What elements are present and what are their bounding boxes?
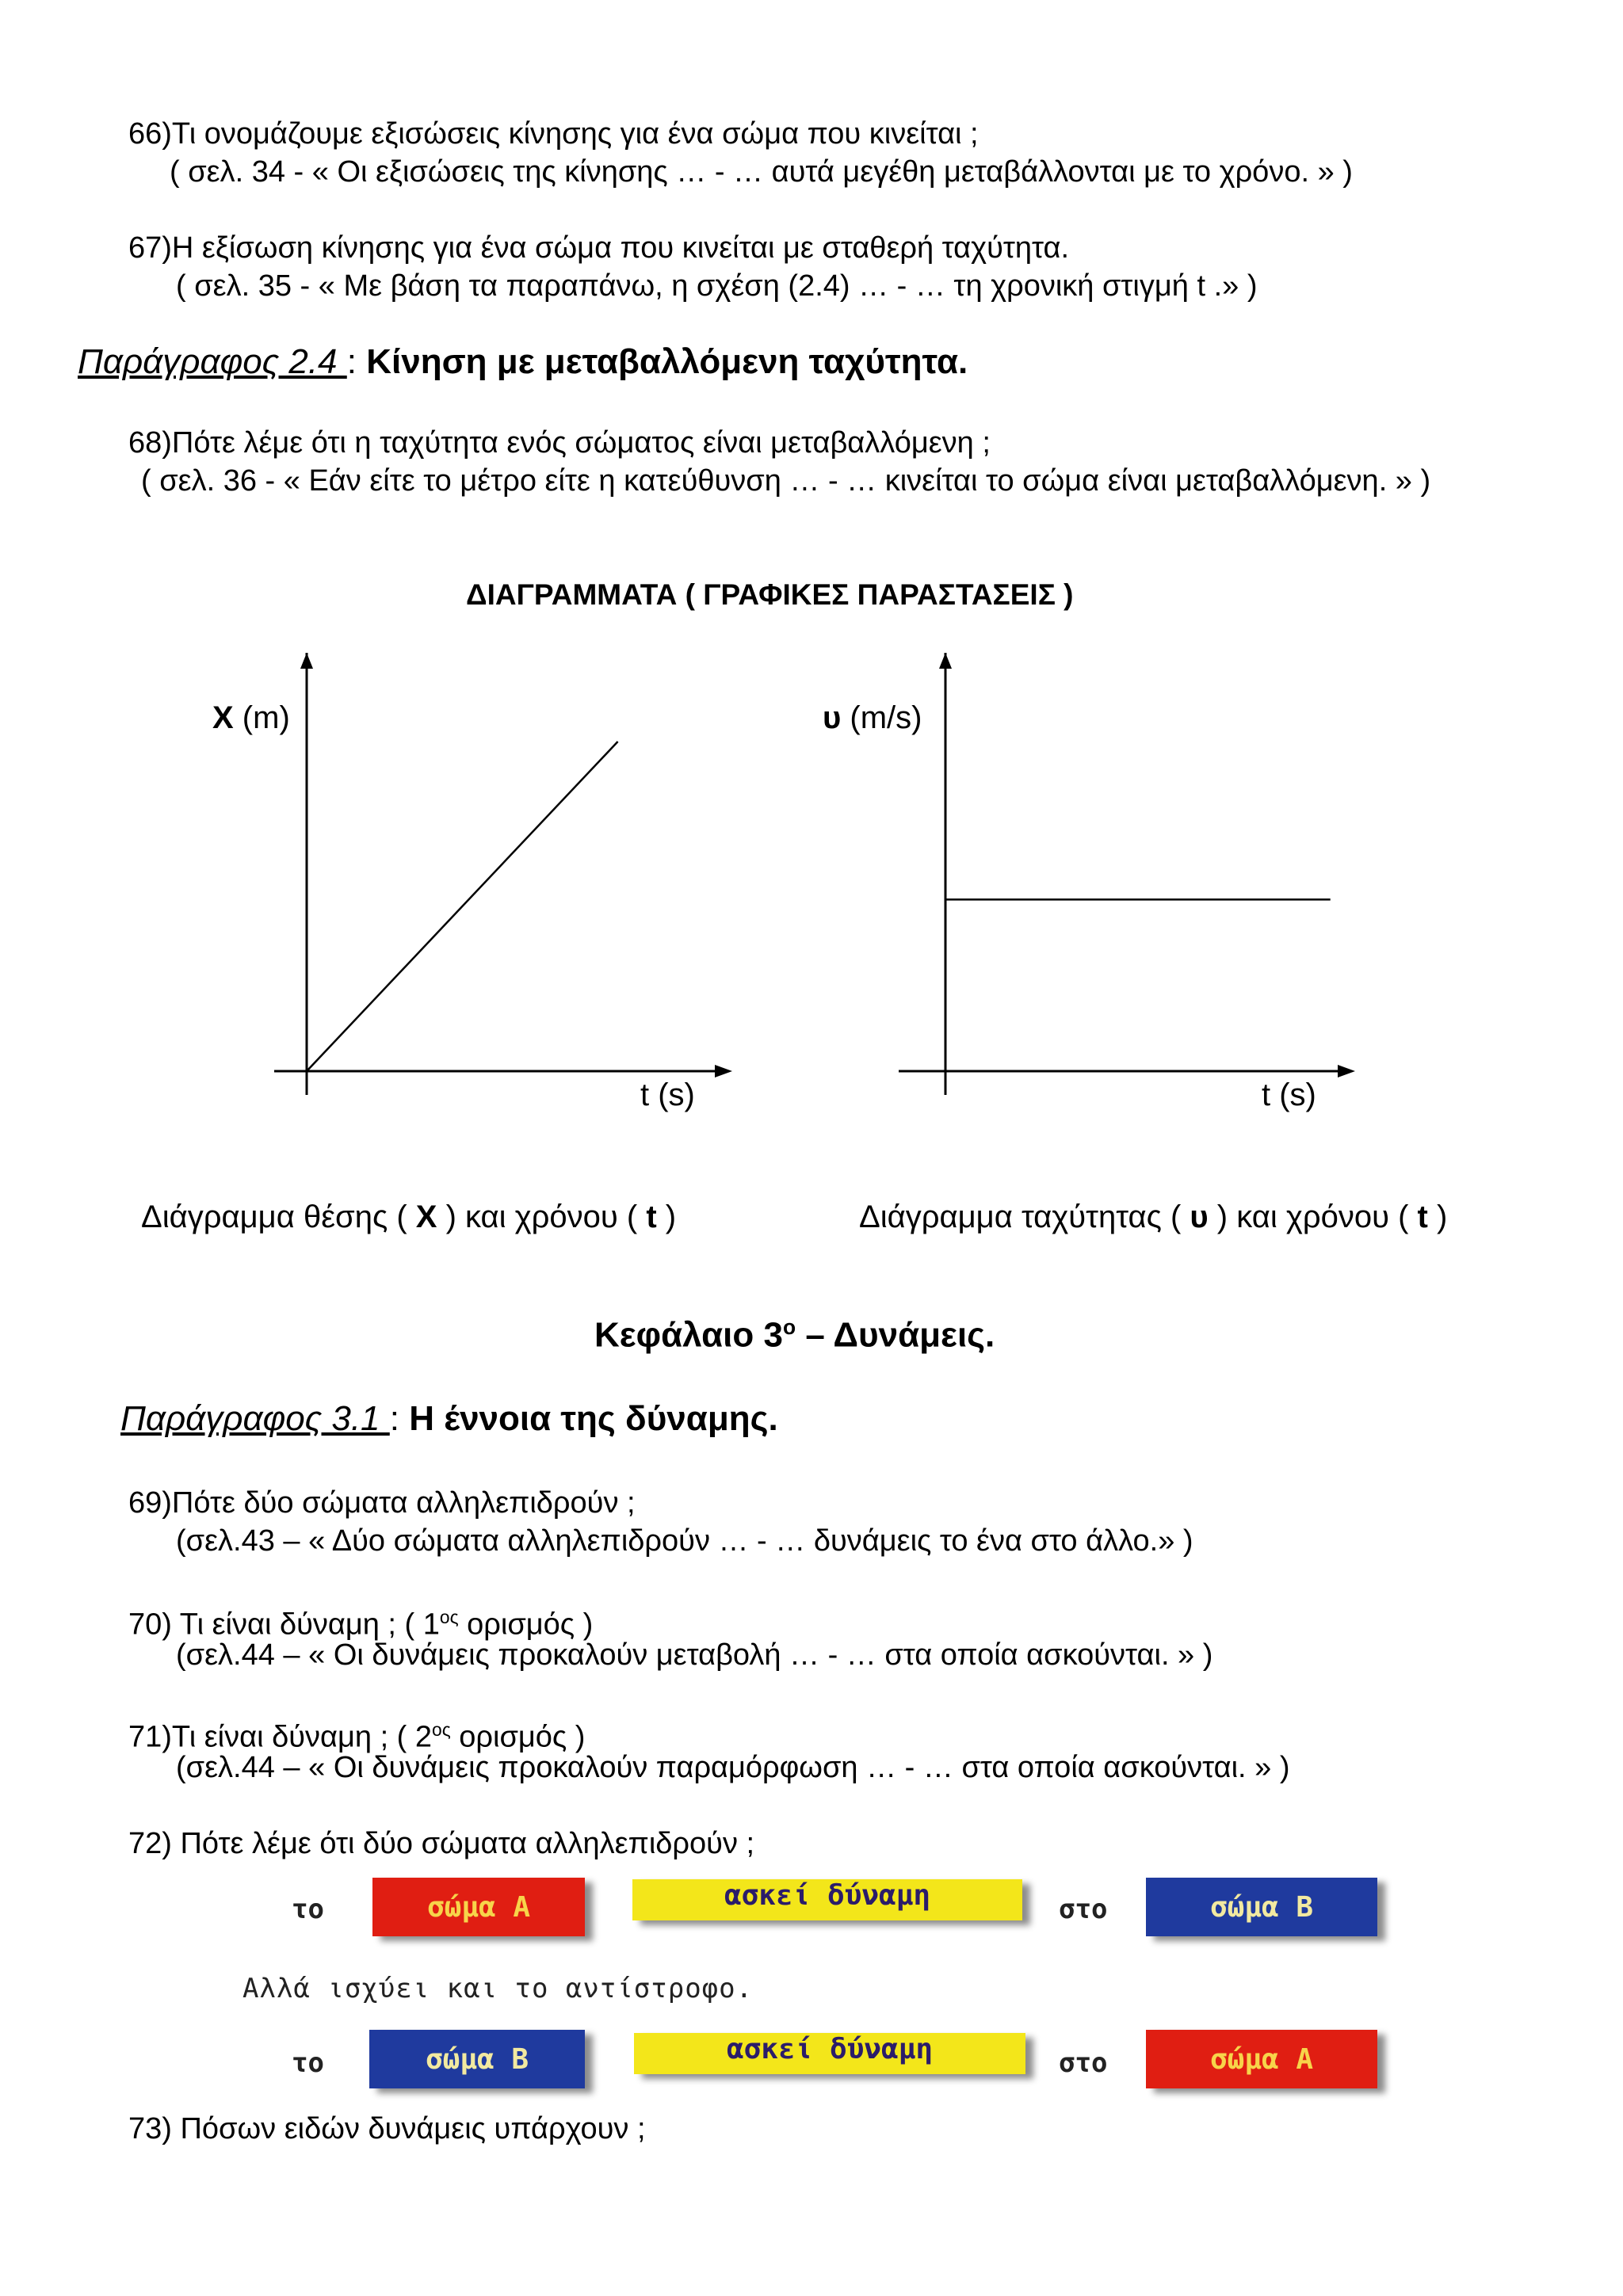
- question-70-post: ορισμός ): [458, 1608, 594, 1642]
- question-71-reference: (σελ.44 – « Οι δυνάμεις προκαλούν παραμόρφωση … - … στα οποία ασκούνται. » ): [176, 1751, 1290, 1784]
- position-chart-y-symbol: X: [212, 700, 234, 735]
- velocity-chart-y-arrow: [939, 653, 952, 669]
- row2-sto-label: στο: [1059, 2047, 1108, 2079]
- question-71-post: ορισμός ): [450, 1720, 586, 1754]
- section-2-4-heading: [78, 341, 968, 383]
- row1-to-label: το: [292, 1894, 324, 1925]
- question-66: 66)Τι ονομάζουμε εξισώσεις κίνησης για ένα σώμα που κινείται ;: [128, 117, 979, 151]
- velocity-caption-t: t: [1417, 1199, 1428, 1234]
- section-3-1-separator: :: [389, 1399, 410, 1438]
- question-70-sup: ος: [439, 1607, 459, 1627]
- row2-to-label: το: [292, 2047, 324, 2079]
- velocity-chart-caption: [859, 1199, 1447, 1235]
- section-3-1-heading: [120, 1398, 778, 1440]
- row2-body-a-box: σώμα Α: [1146, 2030, 1377, 2088]
- row1-body-a-box: σώμα Α: [372, 1878, 585, 1936]
- chapter-3-title: [594, 1315, 995, 1356]
- row1-body-b-box: σώμα Β: [1146, 1878, 1377, 1936]
- chapter-sup: ο: [782, 1315, 796, 1339]
- row2-exerts-force-box: ασκεί δύναμη: [634, 2033, 1025, 2074]
- velocity-time-chart: [899, 642, 1390, 1085]
- question-73: 73) Πόσων ειδών δυνάμεις υπάρχουν ;: [128, 2112, 646, 2145]
- question-70-reference: (σελ.44 – « Οι δυνάμεις προκαλούν μεταβολή … - … στα οποία ασκούνται. » ): [176, 1638, 1213, 1672]
- velocity-caption-symbol: υ: [1190, 1199, 1209, 1234]
- row1-sto-label: στο: [1059, 1894, 1108, 1925]
- question-68-reference: ( σελ. 36 - « Εάν είτε το μέτρο είτε η κατεύθυνση … - … κινείται το σώμα είναι μεταβαλλόμενη. » ): [141, 464, 1431, 498]
- row2-body-b-box: σώμα Β: [369, 2030, 585, 2088]
- question-67: 67)Η εξίσωση κίνησης για ένα σώμα που κινείται με σταθερή ταχύτητα.: [128, 231, 1069, 265]
- position-caption-t: t: [646, 1199, 657, 1234]
- question-69: 69)Πότε δύο σώματα αλληλεπιδρούν ;: [128, 1486, 636, 1520]
- position-time-chart: [262, 642, 753, 1085]
- question-70-pre: 70) Τι είναι δύναμη ; ( 1: [128, 1608, 440, 1642]
- position-chart-caption: [141, 1199, 676, 1235]
- velocity-caption-mid: ) και χρόνου (: [1208, 1199, 1418, 1234]
- position-caption-end: ): [656, 1199, 677, 1234]
- position-series-line: [307, 742, 618, 1071]
- section-2-4-separator: :: [346, 342, 367, 381]
- velocity-chart-y-symbol: υ: [823, 700, 842, 735]
- question-67-reference: ( σελ. 35 - « Με βάση τα παραπάνω, η σχέση (2.4) … - … τη χρονική στιγμή t .» ): [176, 269, 1258, 303]
- question-68: 68)Πότε λέμε ότι η ταχύτητα ενός σώματος είναι μεταβαλλόμενη ;: [128, 426, 991, 460]
- position-caption-pre: Διάγραμμα θέσης (: [141, 1199, 416, 1234]
- row1-exerts-force-box: ασκεί δύναμη: [632, 1879, 1022, 1920]
- question-71-sup: ος: [432, 1719, 451, 1740]
- velocity-chart-x-arrow: [1338, 1065, 1355, 1077]
- question-69-reference: (σελ.43 – « Δύο σώματα αλληλεπιδρούν … - … δυνάμεις το ένα στο άλλο.» ): [176, 1524, 1193, 1558]
- velocity-chart-y-unit: (m/s): [841, 700, 922, 735]
- position-chart-y-unit: (m): [233, 700, 290, 735]
- section-3-1-title: Η έννοια της δύναμης.: [409, 1399, 778, 1438]
- velocity-caption-end: ): [1427, 1199, 1448, 1234]
- position-chart-x-arrow: [715, 1065, 732, 1077]
- chapter-pre: Κεφάλαιο 3: [594, 1315, 783, 1355]
- question-66-reference: ( σελ. 34 - « Οι εξισώσεις της κίνησης … - … αυτά μεγέθη μεταβάλλονται με το χρόνο. » ): [170, 155, 1353, 189]
- reverse-also-holds-note: Αλλά ισχύει και το αντίστροφο.: [242, 1973, 754, 2004]
- velocity-chart-x-label: t (s): [1262, 1077, 1316, 1112]
- section-2-4-label: Παράγραφος 2.4: [78, 342, 347, 381]
- position-caption-symbol: X: [415, 1199, 437, 1234]
- question-72: 72) Πότε λέμε ότι δύο σώματα αλληλεπιδρούν ;: [128, 1827, 755, 1860]
- chapter-post: – Δυνάμεις.: [796, 1315, 995, 1355]
- section-2-4-title: Κίνηση με μεταβαλλόμενη ταχύτητα.: [366, 342, 968, 381]
- velocity-caption-pre: Διάγραμμα ταχύτητας (: [859, 1199, 1190, 1234]
- diagrams-title: ΔΙΑΓΡΑΜΜΑΤΑ ( ΓΡΑΦΙΚΕΣ ΠΑΡΑΣΤΑΣΕΙΣ ): [466, 578, 1074, 611]
- position-caption-mid: ) και χρόνου (: [437, 1199, 647, 1234]
- position-chart-x-label: t (s): [640, 1077, 695, 1112]
- position-chart-y-arrow: [300, 653, 313, 669]
- section-3-1-label: Παράγραφος 3.1: [120, 1399, 390, 1438]
- question-71-pre: 71)Τι είναι δύναμη ; ( 2: [128, 1720, 433, 1754]
